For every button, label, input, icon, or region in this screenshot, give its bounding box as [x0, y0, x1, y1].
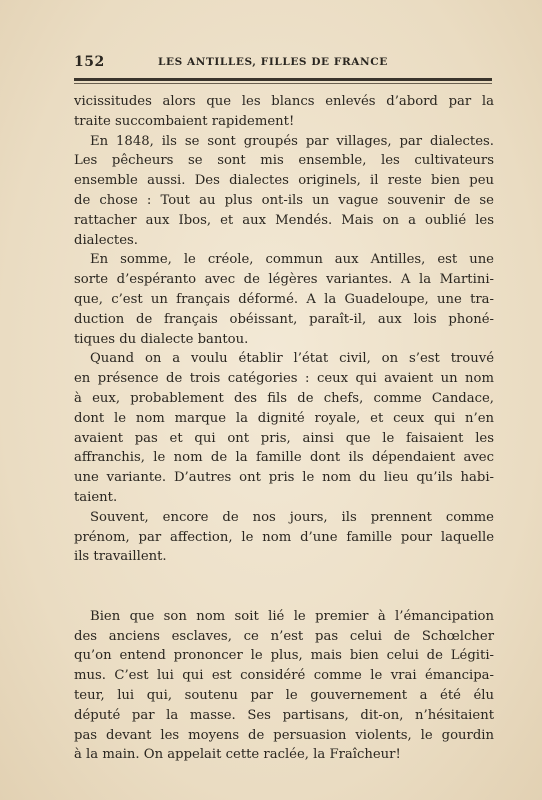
header-rule — [74, 78, 492, 81]
text-line: Les pêcheurs se sont mis ensemble, les cultivateurs — [74, 153, 494, 169]
text-line: ils travaillent. — [74, 549, 167, 565]
page-header — [74, 54, 494, 74]
text-line: à la main. On appelait cette raclée, la Fraîcheur! — [74, 747, 401, 763]
text-line: député par la masse. Ses partisans, dit-on, n’hésitaient — [74, 707, 494, 723]
text-line: de chose : Tout au plus ont-ils un vague souvenir de se — [74, 192, 494, 208]
header-rule-thin — [74, 83, 492, 84]
text-line: duction de français obéissant, paraît-il, aux lois phoné- — [74, 311, 494, 327]
text-line: que, c’est un français déformé. A la Guadeloupe, une tra- — [74, 291, 494, 307]
text-line: une variante. D’autres ont pris le nom du lieu qu’ils habi- — [74, 470, 494, 486]
text-line: à eux, probablement des fils de chefs, comme Candace, — [74, 390, 494, 406]
text-line: qu’on entend prononcer le plus, mais bien celui de Légiti- — [74, 648, 494, 664]
page-number: 152 — [74, 54, 105, 70]
text-line: affranchis, le nom de la famille dont ils dépendaient avec — [74, 450, 494, 466]
text-line: Quand on a voulu établir l’état civil, on s’est trouvé — [90, 351, 494, 367]
text-line: traite succombaient rapidement! — [74, 113, 295, 129]
text-line: mus. C’est lui qui est considéré comme le vrai émancipa- — [74, 668, 494, 684]
text-line: sorte d’espéranto avec de légères variantes. A la Martini- — [74, 272, 494, 288]
text-line: tiques du dialecte bantou. — [74, 331, 249, 347]
text-line: ensemble aussi. Des dialectes originels, il reste bien peu — [74, 173, 494, 189]
text-line: prénom, par affection, le nom d’une famille pour laquelle — [74, 529, 494, 545]
text-line: teur, lui qui, soutenu par le gouvernement a été élu — [74, 687, 494, 703]
text-line: des anciens esclaves, ce n’est pas celui de Schœlcher — [74, 628, 494, 644]
text-line: En 1848, ils se sont groupés par villages, par dialectes. — [90, 133, 494, 149]
text-line: dont le nom marque la dignité royale, et ceux qui n’en — [74, 410, 494, 426]
text-line: En somme, le créole, commun aux Antilles, est une — [90, 252, 494, 268]
text-line: avaient pas et qui ont pris, ainsi que le faisaient les — [74, 430, 494, 446]
section-break — [74, 567, 494, 607]
text-line: pas devant les moyens de persuasion violents, le gourdin — [74, 727, 494, 743]
running-title: LES ANTILLES, FILLES DE FRANCE — [158, 56, 388, 68]
text-line: taient. — [74, 489, 118, 505]
text-line: en présence de trois catégories : ceux qui avaient un nom — [74, 371, 494, 387]
text-line: Bien que son nom soit lié le premier à l’émancipation — [90, 608, 494, 624]
text-line: vicissitudes alors que les blancs enlevés d’abord par la — [74, 94, 494, 109]
text-line: Souvent, encore de nos jours, ils prennent comme — [90, 509, 494, 525]
text-line: rattacher aux Ibos, et aux Mendés. Mais on a oublié les — [74, 212, 494, 228]
body-text — [74, 92, 494, 765]
text-line: dialectes. — [74, 232, 138, 248]
